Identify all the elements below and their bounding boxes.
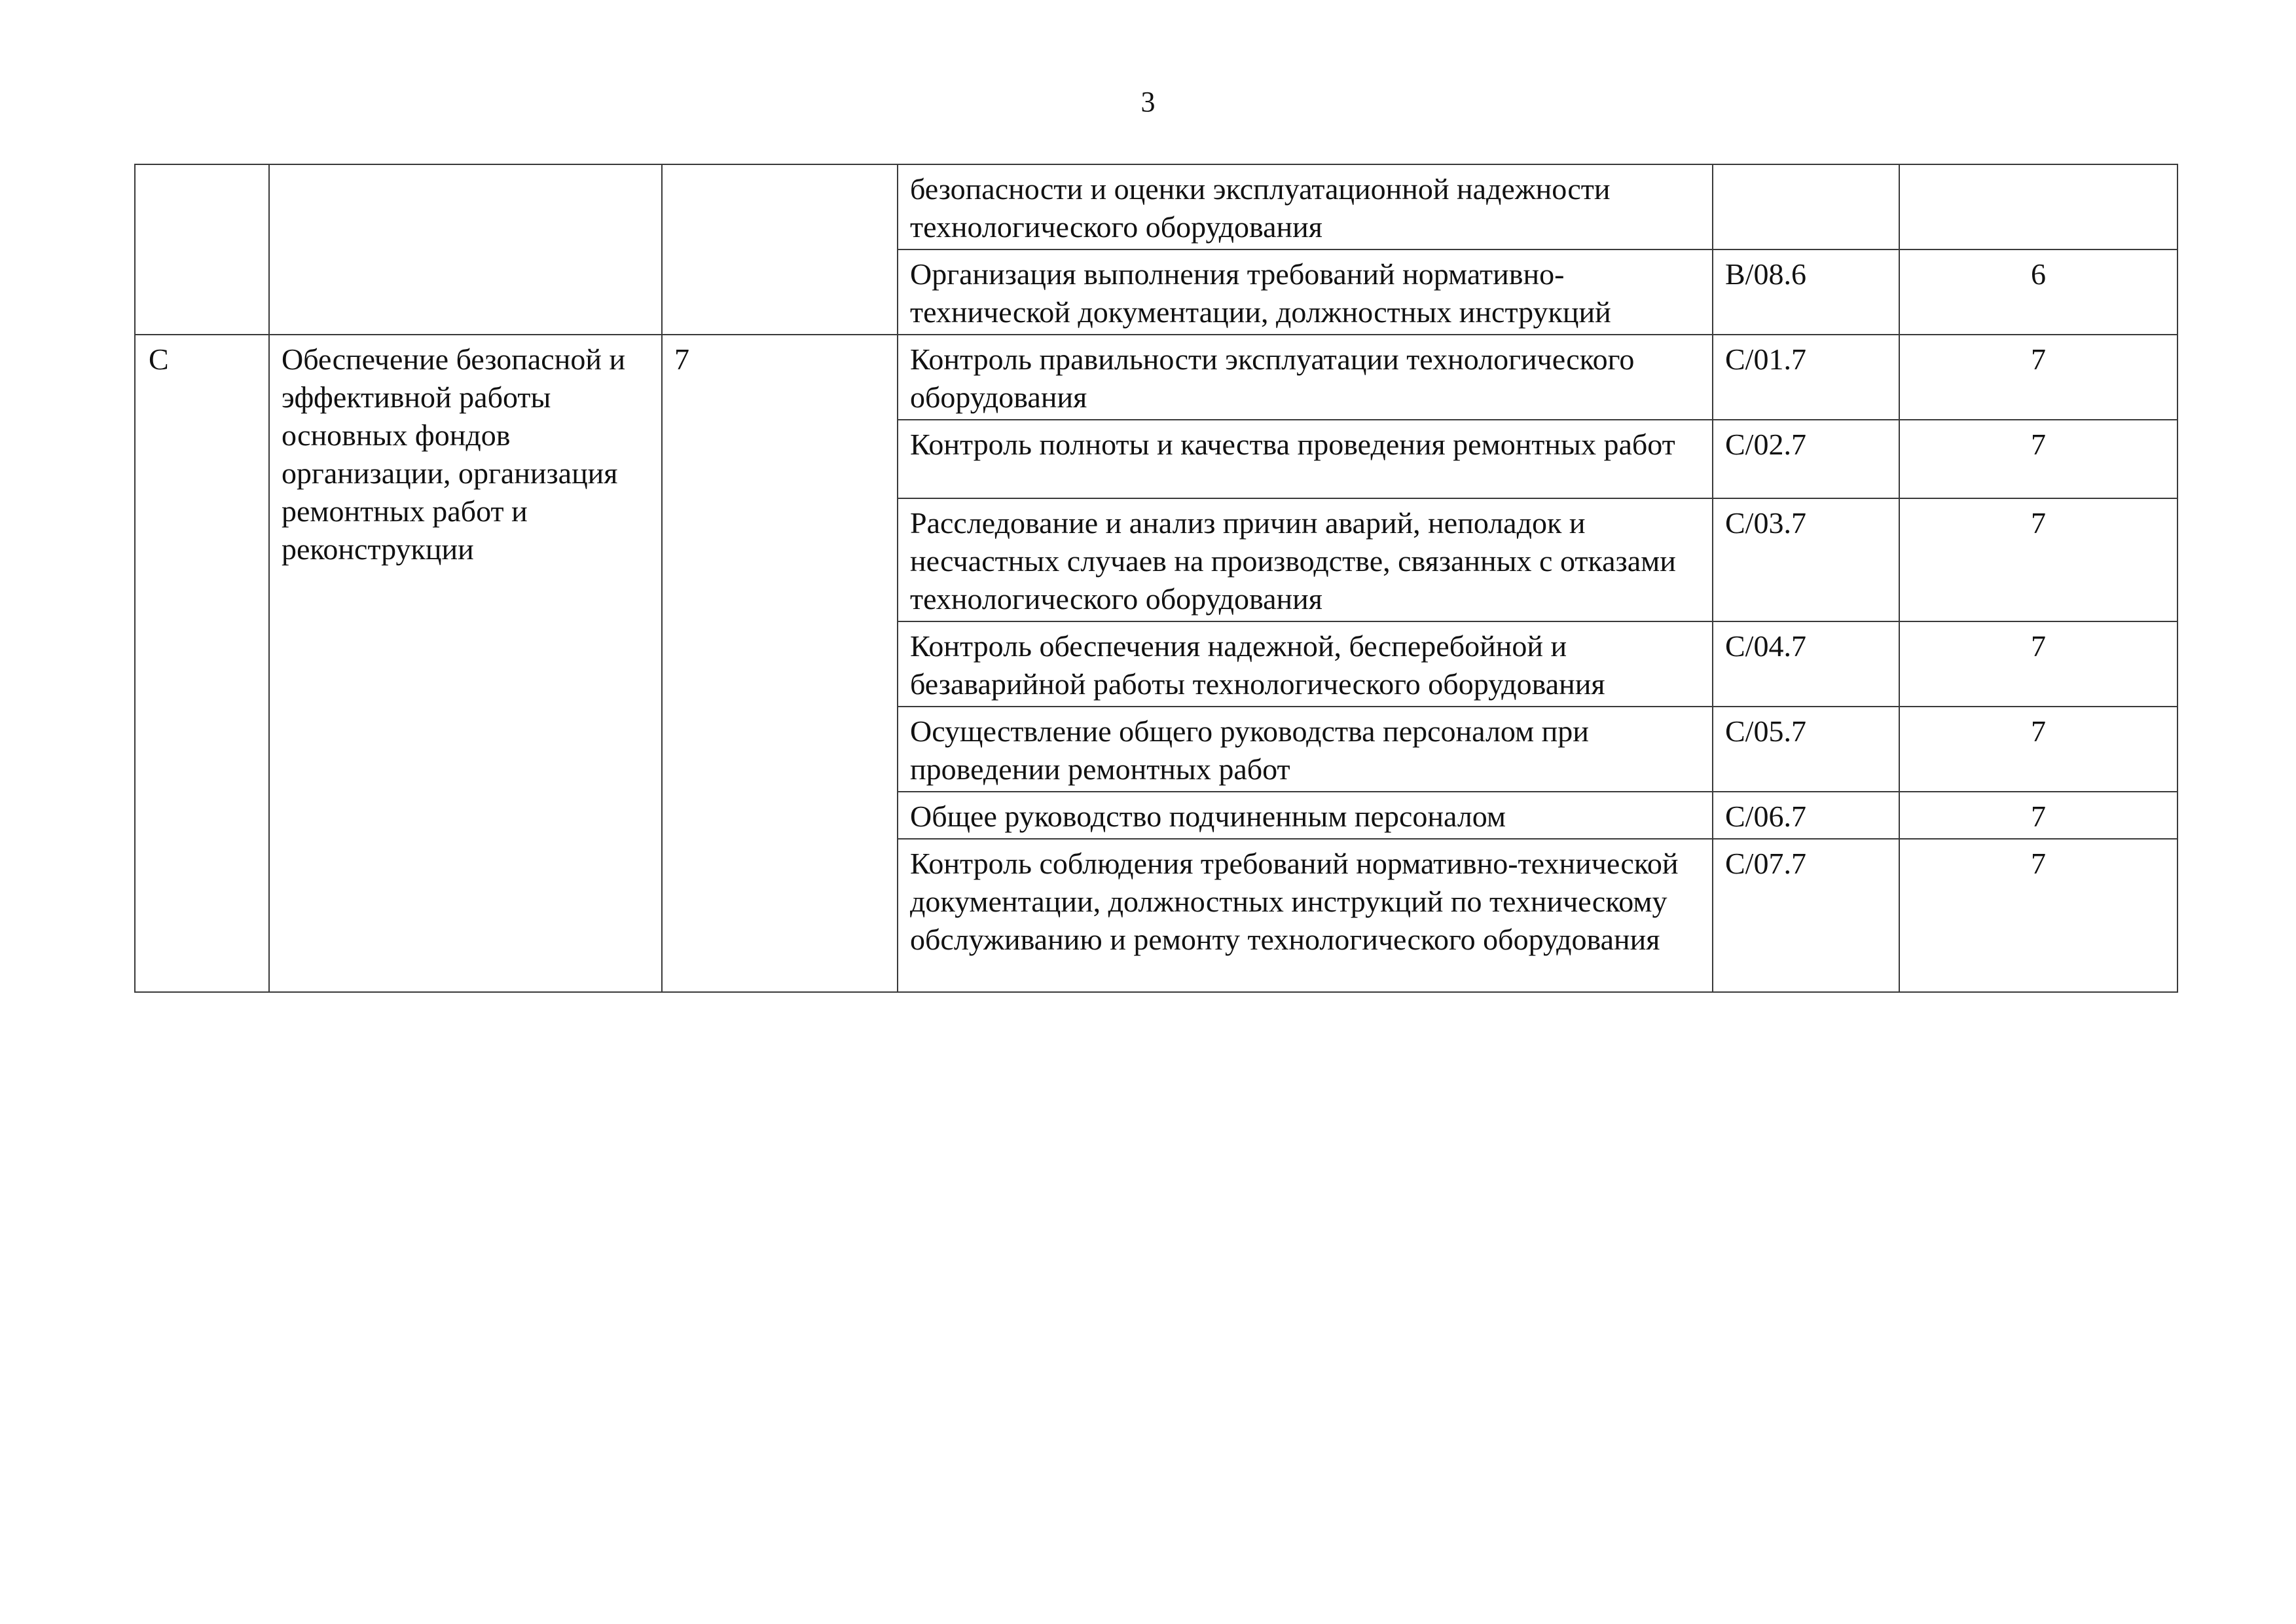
prev-group-code-cell	[135, 164, 269, 335]
function-level-cell: 7	[1899, 707, 2178, 792]
page-number: 3	[1140, 86, 1156, 118]
functions-table	[134, 164, 2178, 993]
function-level-cell: 7	[1899, 792, 2178, 839]
function-level-cell: 6	[1899, 249, 2178, 335]
function-name-cell: безопасности и оценки эксплуатационной надежности технологического оборудования	[898, 164, 1713, 249]
function-code-cell: C/05.7	[1713, 707, 1899, 792]
group-code-cell: C	[135, 335, 269, 992]
function-code-cell: C/01.7	[1713, 335, 1899, 420]
function-code-cell: C/02.7	[1713, 420, 1899, 498]
function-name-cell: Общее руководство подчиненным персоналом	[898, 792, 1713, 839]
function-name-cell: Контроль полноты и качества проведения ремонтных работ	[898, 420, 1713, 498]
function-code-cell: C/03.7	[1713, 498, 1899, 621]
function-level-cell: 7	[1899, 498, 2178, 621]
function-code-cell	[1713, 164, 1899, 249]
function-code-cell: C/06.7	[1713, 792, 1899, 839]
function-name-cell: Контроль соблюдения требований нормативно-технической документации, должностных инструкций по техническому обслуживанию и ремонту технологического оборудования	[898, 839, 1713, 992]
function-name-cell: Организация выполнения требований нормативно-технической документации, должностных инструкций	[898, 249, 1713, 335]
function-level-cell: 7	[1899, 420, 2178, 498]
function-code-cell: C/04.7	[1713, 621, 1899, 707]
function-code-cell: B/08.6	[1713, 249, 1899, 335]
group-name-cell: Обеспечение безопасной и эффективной работы основных фондов организации, организация ремонтных работ и реконструкции	[269, 335, 662, 992]
group-level-cell: 7	[662, 335, 898, 992]
table-row	[135, 164, 2178, 249]
function-level-cell: 7	[1899, 621, 2178, 707]
function-level-cell	[1899, 164, 2178, 249]
function-name-cell: Осуществление общего руководства персоналом при проведении ремонтных работ	[898, 707, 1713, 792]
function-level-cell: 7	[1899, 335, 2178, 420]
function-name-cell: Контроль обеспечения надежной, бесперебойной и безаварийной работы технологического оборудования	[898, 621, 1713, 707]
function-name-cell: Расследование и анализ причин аварий, неполадок и несчастных случаев на производстве, связанных с отказами технологического оборудования	[898, 498, 1713, 621]
function-name-cell: Контроль правильности эксплуатации технологического оборудования	[898, 335, 1713, 420]
function-code-cell: C/07.7	[1713, 839, 1899, 992]
prev-group-level-cell	[662, 164, 898, 335]
prev-group-name-cell	[269, 164, 662, 335]
function-level-cell: 7	[1899, 839, 2178, 992]
table-row	[135, 335, 2178, 420]
